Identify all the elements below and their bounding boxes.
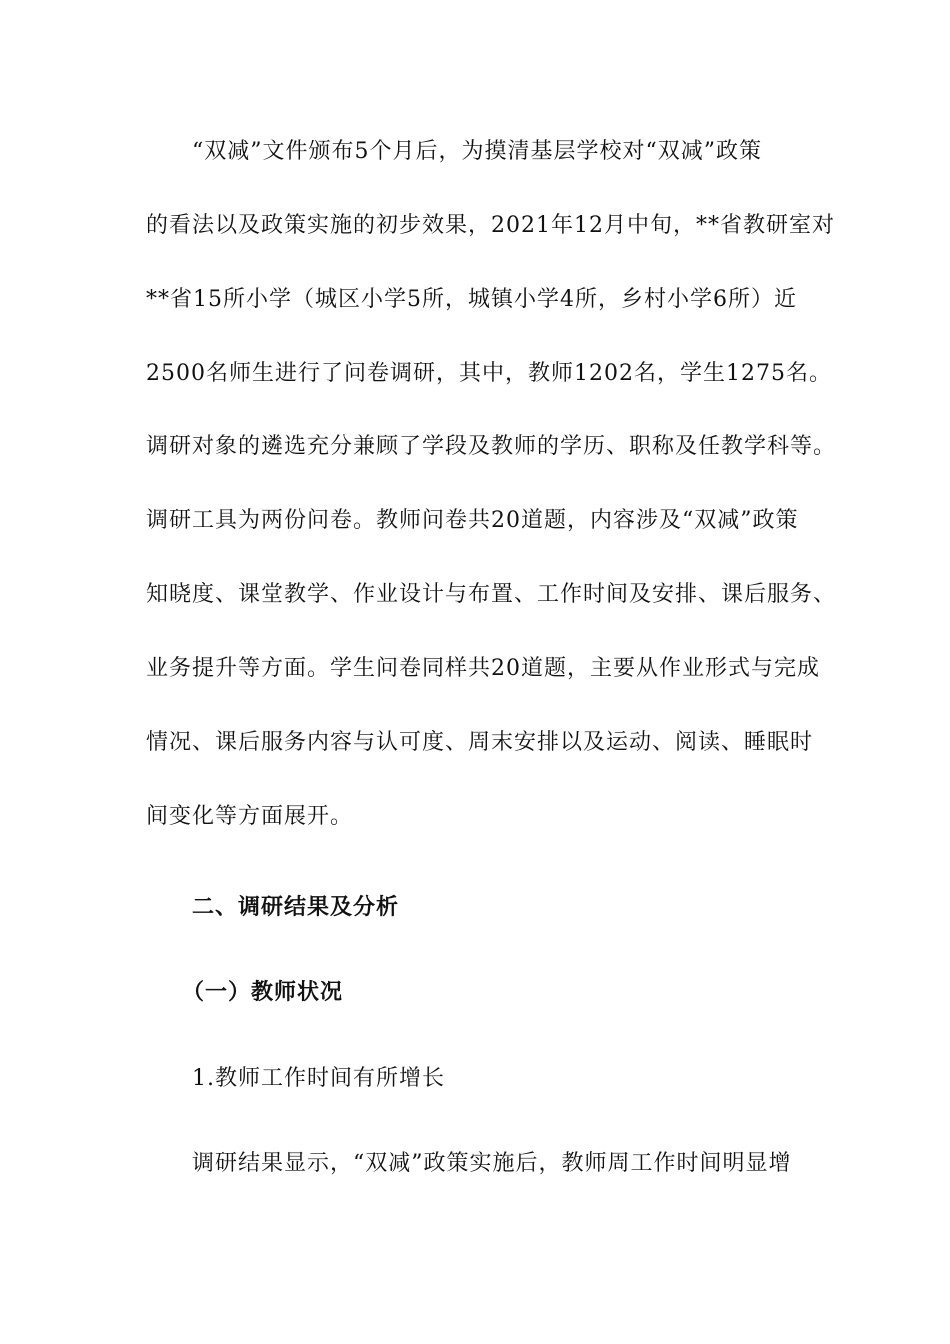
paragraph-line: 调研对象的遴选充分兼顾了学段及教师的学历、职称及任教学科等。	[146, 434, 837, 459]
paragraph-line: 业务提升等方面。学生问卷同样共20道题，主要从作业形式与完成	[146, 656, 820, 681]
paragraph-line: **省15所小学（城区小学5所，城镇小学4所，乡村小学6所）近	[146, 287, 797, 312]
item-heading: 1.教师工作时间有所增长	[192, 1066, 445, 1091]
paragraph-line: “双减”文件颁布5个月后，为摸清基层学校对“双减”政策	[192, 139, 762, 164]
paragraph-line: 情况、课后服务内容与认可度、周末安排以及运动、阅读、睡眠时	[146, 730, 814, 755]
subsection-heading: （一）教师状况	[182, 980, 344, 1005]
paragraph-line: 调研结果显示，“双减”政策实施后，教师周工作时间明显增	[192, 1151, 792, 1176]
paragraph-line: 调研工具为两份问卷。教师问卷共20道题，内容涉及“双减”政策	[146, 508, 799, 533]
paragraph-line: 的看法以及政策实施的初步效果，2021年12月中旬，**省教研室对	[146, 213, 835, 238]
paragraph-line: 2500名师生进行了问卷调研，其中，教师1202名，学生1275名。	[146, 361, 832, 386]
section-heading: 二、调研结果及分析	[192, 895, 400, 920]
paragraph-line: 间变化等方面展开。	[146, 804, 354, 829]
paragraph-line: 知晓度、课堂教学、作业设计与布置、工作时间及安排、课后服务、	[146, 582, 837, 607]
